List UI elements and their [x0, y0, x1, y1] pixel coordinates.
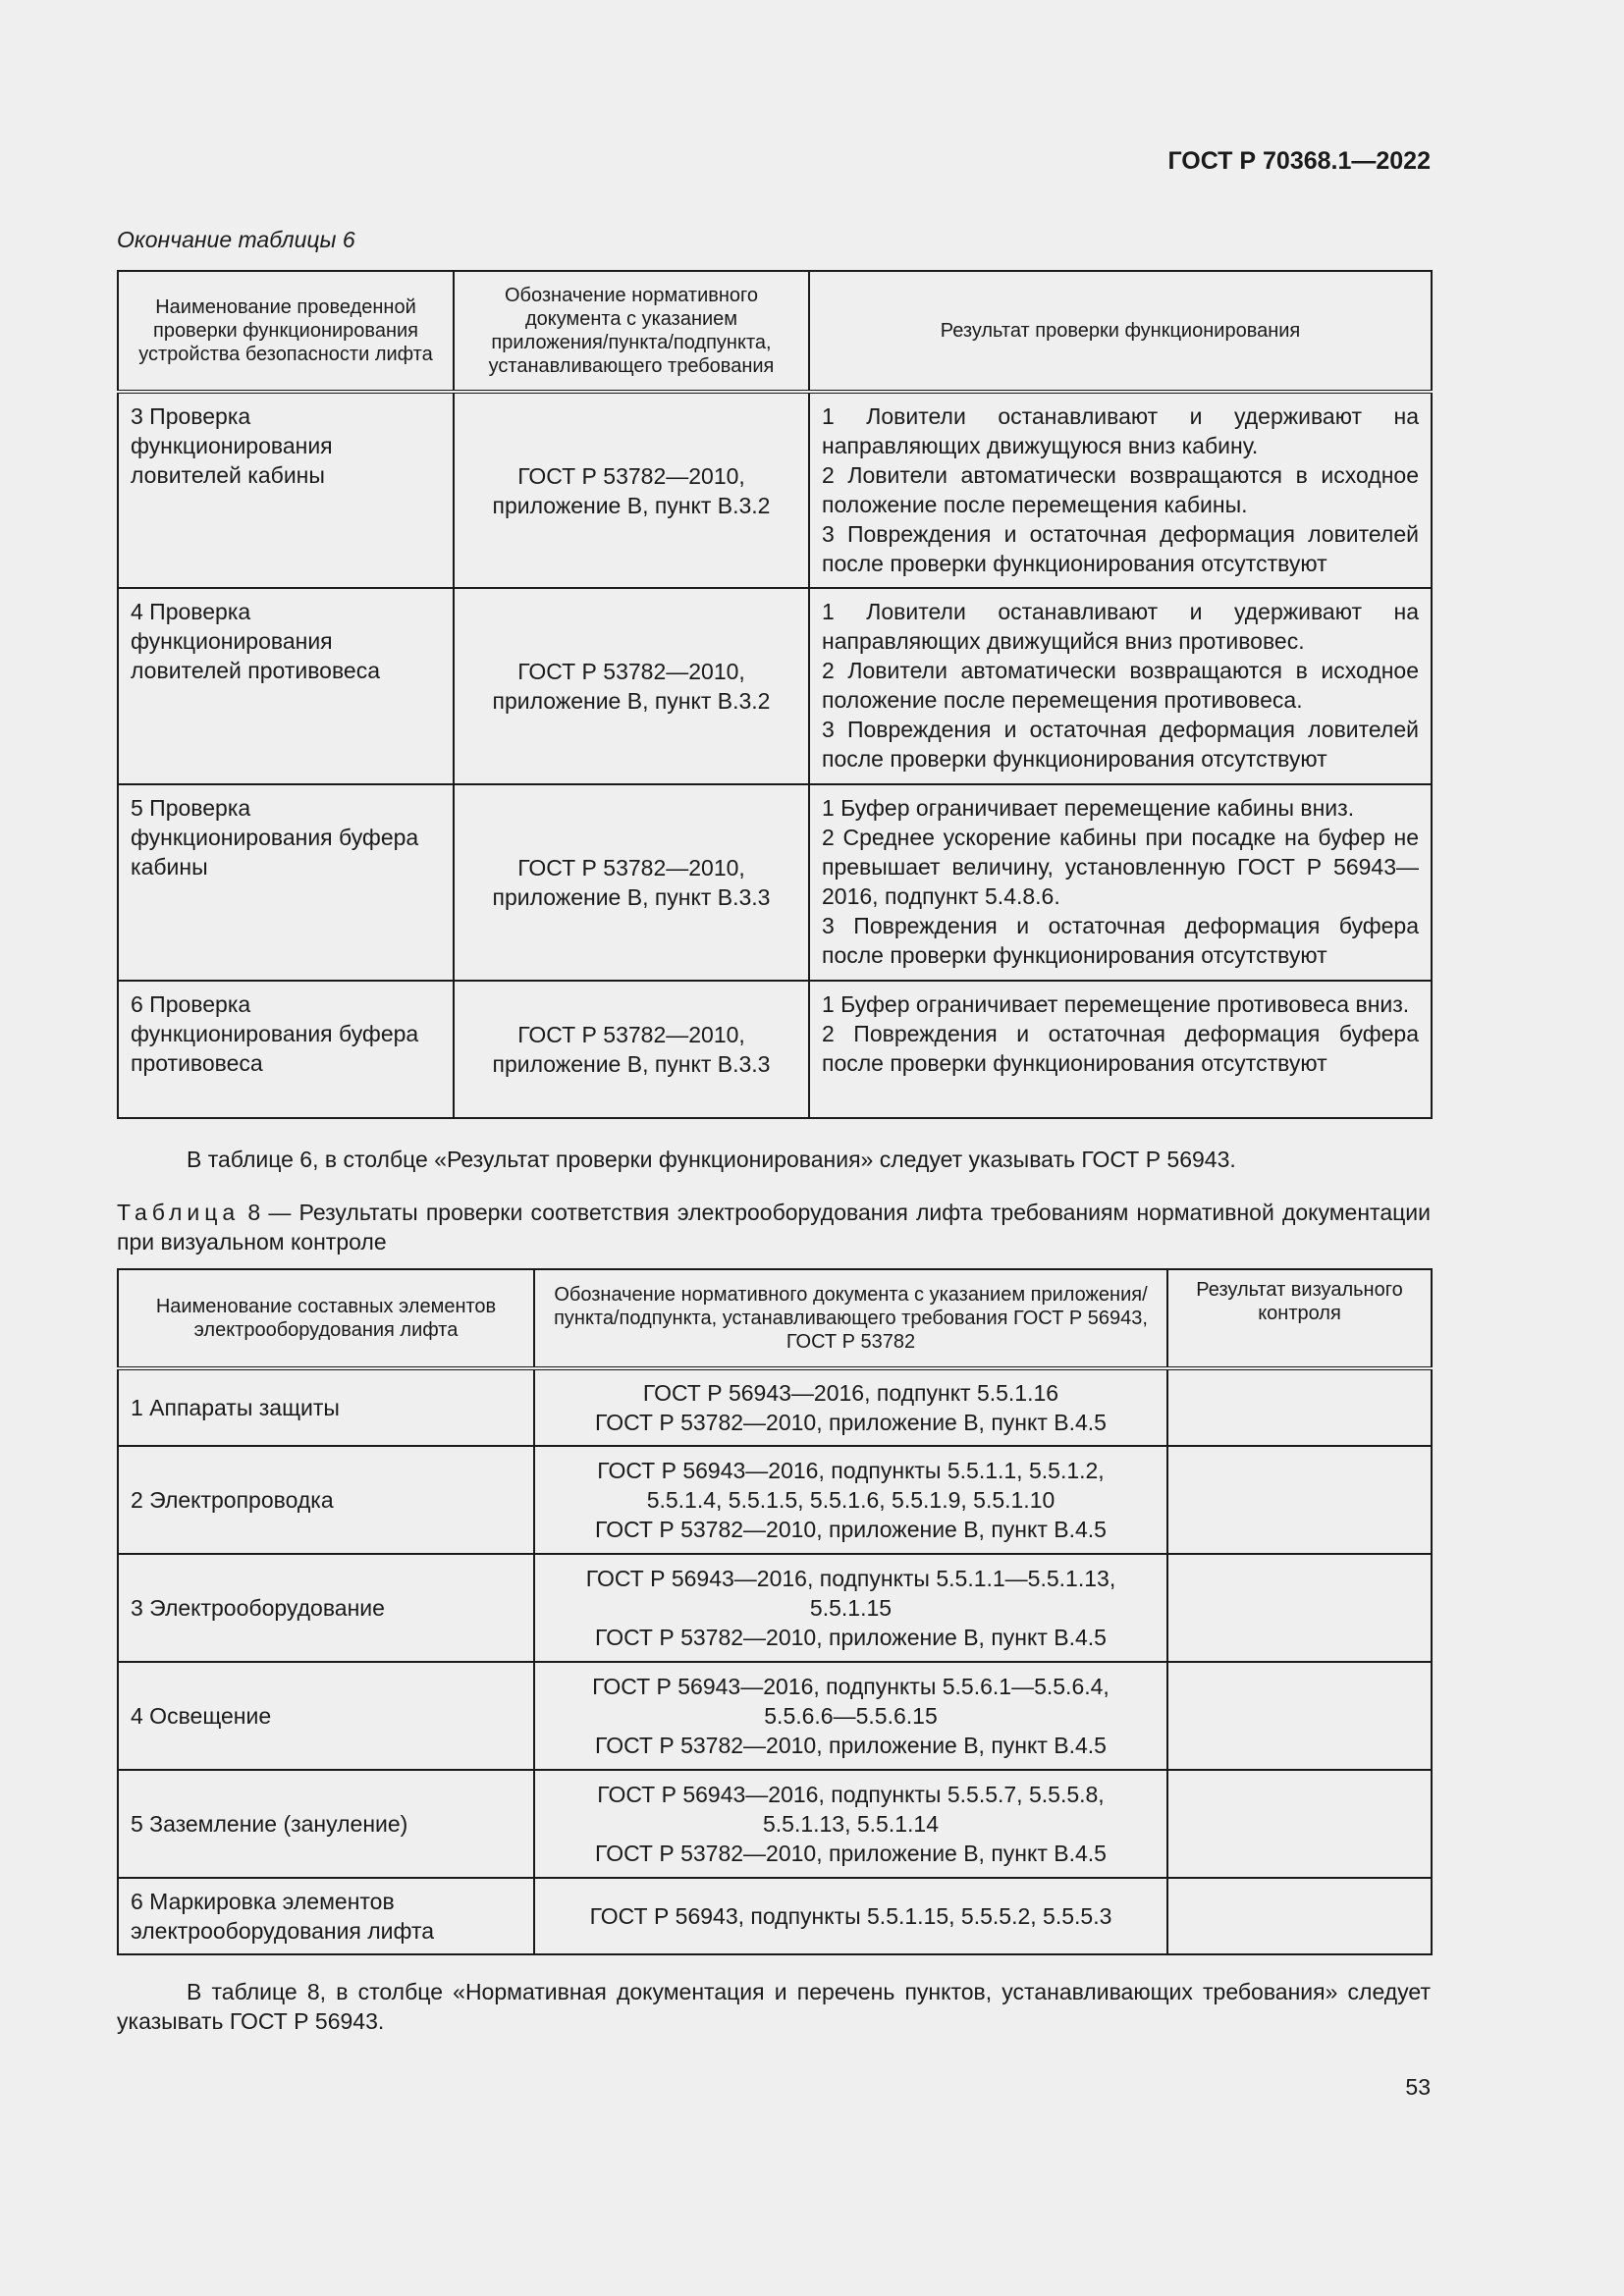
page-number: 53	[1405, 2074, 1431, 2100]
table-cell-name: 5 Заземление (зануление)	[118, 1770, 534, 1878]
table-cell-doc: ГОСТ Р 56943—2016, подпункт 5.5.1.16 ГОСТ Р 53782—2010, приложение В, пункт В.4.5	[534, 1368, 1167, 1446]
table-row	[118, 1878, 1432, 1954]
table-cell-result	[1167, 1368, 1432, 1446]
table-cell-doc: ГОСТ Р 56943—2016, подпункты 5.5.6.1—5.5.6.4, 5.5.6.6—5.5.6.15 ГОСТ Р 53782—2010, приложение В, пункт В.4.5	[534, 1662, 1167, 1770]
table8-note: В таблице 8, в столбце «Нормативная документация и перечень пунктов, устанавливающих требования» следует указывать ГОСТ Р 56943.	[117, 1979, 1431, 2034]
table8-header-cell: Обозначение нормативного документа с указанием приложения/пункта/подпункта, устанавливающего требования ГОСТ Р 56943, ГОСТ Р 53782	[534, 1269, 1167, 1368]
table-cell-result	[1167, 1554, 1432, 1662]
document-designation: ГОСТ Р 70368.1—2022	[1167, 147, 1431, 175]
table-cell-name: 4 Освещение	[118, 1662, 534, 1770]
table8-caption	[117, 1198, 1431, 1256]
table-cell-name: 3 Электрооборудование	[118, 1554, 534, 1662]
table-row	[118, 1662, 1432, 1770]
table-cell-doc: ГОСТ Р 53782—2010, приложение В, пункт В.3.3	[454, 981, 809, 1118]
table-cell-result	[1167, 1662, 1432, 1770]
table-cell-result: 1 Ловители останавливают и удерживают на направляющих движущийся вниз противовес. 2 Ловители автоматически возвращаются в исходное положение после перемещения противовеса. 3 Повреждения и остаточная деформация ловителей после проверки функционирования отсутствуют	[809, 588, 1432, 784]
table-cell-name: 6 Маркировка элементов электрооборудования лифта	[118, 1878, 534, 1954]
table8-header-cell: Наименование составных элементов электрооборудования лифта	[118, 1269, 534, 1368]
table8-caption-text: 8 — Результаты проверки соответствия электрооборудования лифта требованиям нормативной документации при визуальном контроле	[117, 1200, 1431, 1255]
table8-header-row	[118, 1269, 1432, 1368]
table6-note: В таблице 6, в столбце «Результат проверки функционирования» следует указывать ГОСТ Р 56943.	[187, 1147, 1236, 1172]
table-cell-doc: ГОСТ Р 53782—2010, приложение В, пункт В.3.3	[454, 784, 809, 981]
table-row	[118, 1446, 1432, 1554]
table-cell-doc: ГОСТ Р 53782—2010, приложение В, пункт В.3.2	[454, 392, 809, 588]
table-cell-result: 1 Ловители останавливают и удерживают на направляющих движущуюся вниз кабину. 2 Ловители автоматически возвращаются в исходное положение после перемещения кабины. 3 Повреждения и остаточная деформация ловителей после проверки функционирования отсутствуют	[809, 392, 1432, 588]
table8-header-cell: Результат визуального контроля	[1167, 1269, 1432, 1368]
table-row	[118, 1554, 1432, 1662]
table-cell-doc: ГОСТ Р 56943—2016, подпункты 5.5.5.7, 5.5.5.8, 5.5.1.13, 5.5.1.14 ГОСТ Р 53782—2010, приложение В, пункт В.4.5	[534, 1770, 1167, 1878]
table-cell-doc: ГОСТ Р 53782—2010, приложение В, пункт В.3.2	[454, 588, 809, 784]
table-cell-doc: ГОСТ Р 56943—2016, подпункты 5.5.1.1, 5.5.1.2, 5.5.1.4, 5.5.1.5, 5.5.1.6, 5.5.1.9, 5.5.1.10 ГОСТ Р 53782—2010, приложение В, пункт В.4.5	[534, 1446, 1167, 1554]
table-cell-name: 1 Аппараты защиты	[118, 1368, 534, 1446]
table-row	[118, 981, 1432, 1118]
table-cell-doc: ГОСТ Р 56943—2016, подпункты 5.5.1.1—5.5.1.13, 5.5.1.15 ГОСТ Р 53782—2010, приложение В, пункт В.4.5	[534, 1554, 1167, 1662]
table-row	[118, 588, 1432, 784]
table-cell-result: 1 Буфер ограничивает перемещение кабины вниз. 2 Среднее ускорение кабины при посадке на буфер не превышает величину, установленную ГОСТ Р 56943—2016, подпункт 5.4.8.6. 3 Повреждения и остаточная деформация буфера после проверки функционирования отсутствуют	[809, 784, 1432, 981]
table-cell-name: 3 Проверка функционирования ловителей кабины	[118, 392, 454, 588]
table-8	[117, 1268, 1433, 1955]
table-cell-result	[1167, 1878, 1432, 1954]
table-cell-result	[1167, 1770, 1432, 1878]
table8-caption-label: Таблица	[117, 1200, 241, 1225]
table-cell-result	[1167, 1446, 1432, 1554]
table-row	[118, 784, 1432, 981]
table6-header-cell: Результат проверки функционирования	[809, 271, 1432, 392]
table-cell-name: 4 Проверка функционирования ловителей противовеса	[118, 588, 454, 784]
table6-header-cell: Обозначение нормативного документа с указанием приложения/пункта/подпункта, устанавливающего требования	[454, 271, 809, 392]
table-row	[118, 1368, 1432, 1446]
table-cell-name: 6 Проверка функционирования буфера противовеса	[118, 981, 454, 1118]
table-cell-doc: ГОСТ Р 56943, подпункты 5.5.1.15, 5.5.5.2, 5.5.5.3	[534, 1878, 1167, 1954]
table-row	[118, 1770, 1432, 1878]
table-6	[117, 270, 1433, 1119]
table6-header-row	[118, 271, 1432, 392]
table6-header-cell: Наименование проведенной проверки функционирования устройства безопасности лифта	[118, 271, 454, 392]
table-cell-name: 5 Проверка функционирования буфера кабины	[118, 784, 454, 981]
table-row	[118, 392, 1432, 588]
table-cell-result: 1 Буфер ограничивает перемещение противовеса вниз. 2 Повреждения и остаточная деформация буфера после проверки функционирования отсутствуют	[809, 981, 1432, 1118]
table-cell-name: 2 Электропроводка	[118, 1446, 534, 1554]
table6-continuation-caption: Окончание таблицы 6	[117, 227, 355, 252]
